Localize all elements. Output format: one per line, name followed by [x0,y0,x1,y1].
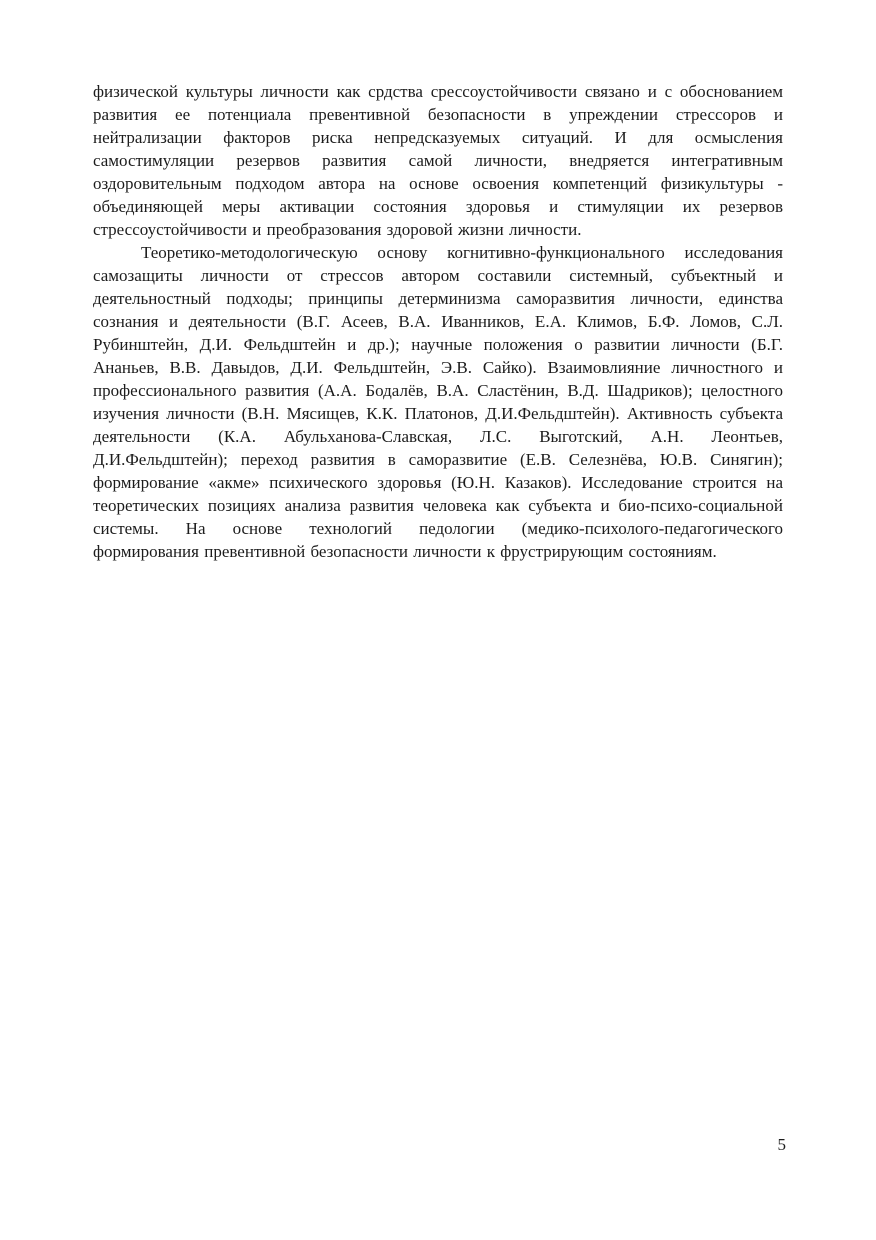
paragraph-theoretical-basis: Теоретико-методологическую основу когнитивно-функционального исследования самозащиты личности от стрессов автором составили системный, субъектный и деятельностный подходы; принципы детерминизма саморазвития личности, единства сознания и деятельности (В.Г. Асеев, В.А. Иванников, Е.А. Климов, Б.Ф. Ломов, С.Л. Рубинштейн, Д.И. Фельдштейн и др.); научные положения о развитии личности (Б.Г. Ананьев, В.В. Давыдов, Д.И. Фельдштейн, Э.В. Сайко). Взаимовлияние личностного и профессионального развития (А.А. Бодалёв, В.А. Сластёнин, В.Д. Шадриков); целостного изучения личности (В.Н. Мясищев, К.К. Платонов, Д.И.Фельдштейн). Активность субъекта деятельности (К.А. Абульханова-Славская, Л.С. Выготский, А.Н. Леонтьев, Д.И.Фельдштейн); переход развития в саморазвитие (Е.В. Селезнёва, Ю.В. Синягин); формирование «акме» психического здоровья (Ю.Н. Казаков). Исследование строится на теоретических позициях анализа развития человека как субъекта и био-психо-социальной системы. На основе технологий педологии (медико-психолого-педагогического формирования превентивной безопасности личности к фрустрирующим состояниям. [93,243,783,561]
page-number: 5 [777,1135,786,1154]
body-text [93,80,783,563]
paragraph-continuation: физической культуры личности как срдства срессоустойчивости связано и с обоснованием развития ее потенциала превентивной безопасности в упреждении стрессоров и нейтрализации факторов риска непредсказуемых ситуаций. И для осмысления самостимуляции резервов развития самой личности, внедряется интегративным оздоровительным подходом автора на основе освоения компетенций физикультуры - объединяющей меры активации состояния здоровья и стимуляции их резервов стрессоустойчивости и преобразования здоровой жизни личности. [93,82,783,239]
